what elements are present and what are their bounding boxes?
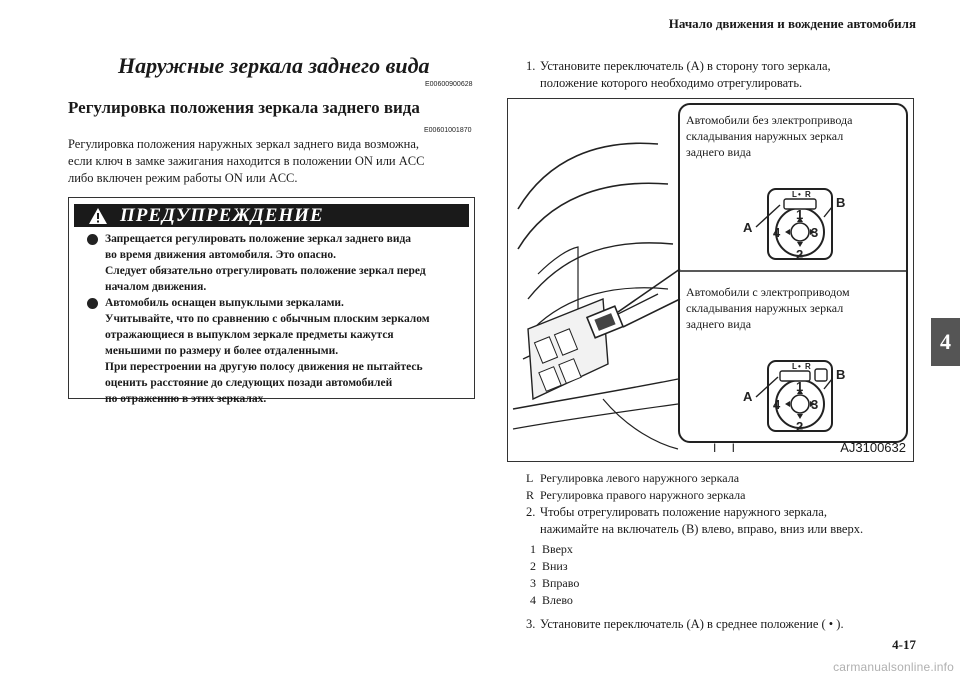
- intro-line: если ключ в замке зажигания находится в положении ON или ACC: [68, 154, 425, 168]
- direction-item: [530, 575, 579, 592]
- step-text: нажимайте на включатель (B) влево, вправо, вниз или вверх.: [540, 522, 864, 536]
- watermark: carmanualsonline.info: [833, 660, 954, 674]
- switch-label-l: L: [792, 362, 797, 371]
- page-number: 4-17: [892, 637, 916, 652]
- warning-line: Автомобиль оснащен выпуклыми зеркалами.: [105, 297, 344, 309]
- subsection-title: Регулировка положения зеркала заднего вида: [68, 98, 420, 117]
- switch-number-3: 3: [811, 225, 819, 240]
- caption-line: Автомобили без электропривода: [686, 113, 853, 127]
- direction-key: 4: [530, 593, 536, 607]
- step-text: Установите переключатель (A) в сторону того зеркала,: [540, 59, 831, 73]
- step-1: [526, 58, 926, 92]
- legend-item: [526, 487, 745, 504]
- switch-label-dot: •: [798, 362, 801, 371]
- figure-marks: I I: [713, 441, 742, 455]
- label-a-top: A: [743, 220, 753, 235]
- switch-number-2: 2: [796, 419, 804, 434]
- warning-box: [68, 197, 475, 405]
- direction-text: Вверх: [542, 542, 573, 556]
- step-3: [526, 616, 926, 633]
- running-header: Начало движения и вождение автомобиля: [668, 16, 916, 31]
- bullet-icon: [87, 234, 98, 245]
- direction-text: Вниз: [542, 559, 568, 573]
- label-a-bottom: A: [743, 389, 753, 404]
- step-number: 2.: [526, 505, 536, 519]
- step-text: Установите переключатель (A) в среднее положение ( • ).: [540, 617, 844, 631]
- warning-items: [87, 231, 467, 407]
- warning-header: [74, 204, 469, 227]
- warning-line: во время движения автомобиля. Это опасно.: [105, 249, 337, 261]
- warning-line: Учитывайте, что по сравнению с обычным плоским зеркалом: [105, 313, 430, 325]
- legend-text: Регулировка левого наружного зеркала: [540, 471, 740, 485]
- warning-line: При перестроении на другую полосу движения не пытайтесь: [105, 361, 423, 373]
- section-title: Наружные зеркала заднего вида: [118, 53, 430, 78]
- warning-line: оценить расстояние до следующих позади автомобилей: [105, 377, 393, 389]
- direction-key: 2: [530, 559, 536, 573]
- warning-title: ПРЕДУПРЕЖДЕНИЕ: [120, 204, 324, 226]
- figure-code: AJ3100632: [840, 440, 906, 455]
- switch-number-3: 3: [811, 397, 819, 412]
- chapter-tab: 4: [931, 318, 960, 366]
- caption-line: складывания наружных зеркал: [686, 129, 844, 143]
- subsection-code: E00601001870: [424, 127, 472, 134]
- callout-caption-top: [686, 112, 906, 160]
- callout-caption-bottom: [686, 284, 906, 332]
- label-b-top: B: [836, 195, 846, 210]
- direction-text: Вправо: [542, 576, 580, 590]
- caption-line: заднего вида: [686, 317, 752, 331]
- step-text: положение которого необходимо отрегулировать.: [540, 76, 803, 90]
- switch-number-1: 1: [796, 207, 804, 222]
- warning-item: [87, 295, 467, 407]
- label-b-bottom: B: [836, 367, 846, 382]
- switch-label-l: L: [792, 190, 797, 199]
- switch-number-2: 2: [796, 247, 804, 262]
- switch-label-r: R: [805, 362, 811, 371]
- direction-item: [530, 558, 579, 575]
- legend-key: R: [526, 488, 535, 502]
- bullet-icon: [87, 298, 98, 309]
- warning-line: по отражению в этих зеркалах.: [105, 393, 267, 405]
- warning-line: Запрещается регулировать положение зеркал заднего вида: [105, 233, 412, 245]
- direction-key: 3: [530, 576, 536, 590]
- warning-line: меньшими по размеру и более отдаленными.: [105, 345, 339, 357]
- lr-legend: [526, 470, 745, 504]
- step-number: 3.: [526, 617, 536, 631]
- direction-key: 1: [530, 542, 536, 556]
- switch-number-1: 1: [796, 379, 804, 394]
- direction-list: [530, 541, 579, 609]
- intro-line: либо включен режим работы ON или ACC.: [68, 171, 298, 185]
- intro-line: Регулировка положения наружных зеркал заднего вида возможна,: [68, 137, 419, 151]
- step-2: [526, 504, 926, 538]
- switch-label-r: R: [805, 190, 811, 199]
- section-code: E00600900628: [425, 81, 473, 88]
- caption-line: заднего вида: [686, 145, 752, 159]
- warning-triangle-icon: [88, 207, 108, 225]
- caption-line: Автомобили с электроприводом: [686, 285, 850, 299]
- legend-item: [526, 470, 745, 487]
- direction-item: [530, 592, 579, 609]
- switch-number-4: 4: [773, 397, 781, 412]
- legend-key: L: [526, 471, 534, 485]
- mirror-switch-figure: [507, 98, 914, 462]
- direction-text: Влево: [542, 593, 573, 607]
- warning-line: Следует обязательно отрегулировать положение зеркал перед: [105, 265, 426, 277]
- switch-label-dot: •: [798, 190, 801, 199]
- step-number: 1.: [526, 59, 536, 73]
- warning-line: началом движения.: [105, 281, 207, 293]
- legend-text: Регулировка правого наружного зеркала: [540, 488, 746, 502]
- warning-line: отражающиеся в выпуклом зеркале предметы кажутся: [105, 329, 394, 341]
- caption-line: складывания наружных зеркал: [686, 301, 844, 315]
- warning-item: [87, 231, 467, 295]
- step-text: Чтобы отрегулировать положение наружного зеркала,: [540, 505, 827, 519]
- direction-item: [530, 541, 579, 558]
- intro-paragraph: [68, 136, 488, 187]
- switch-number-4: 4: [773, 225, 781, 240]
